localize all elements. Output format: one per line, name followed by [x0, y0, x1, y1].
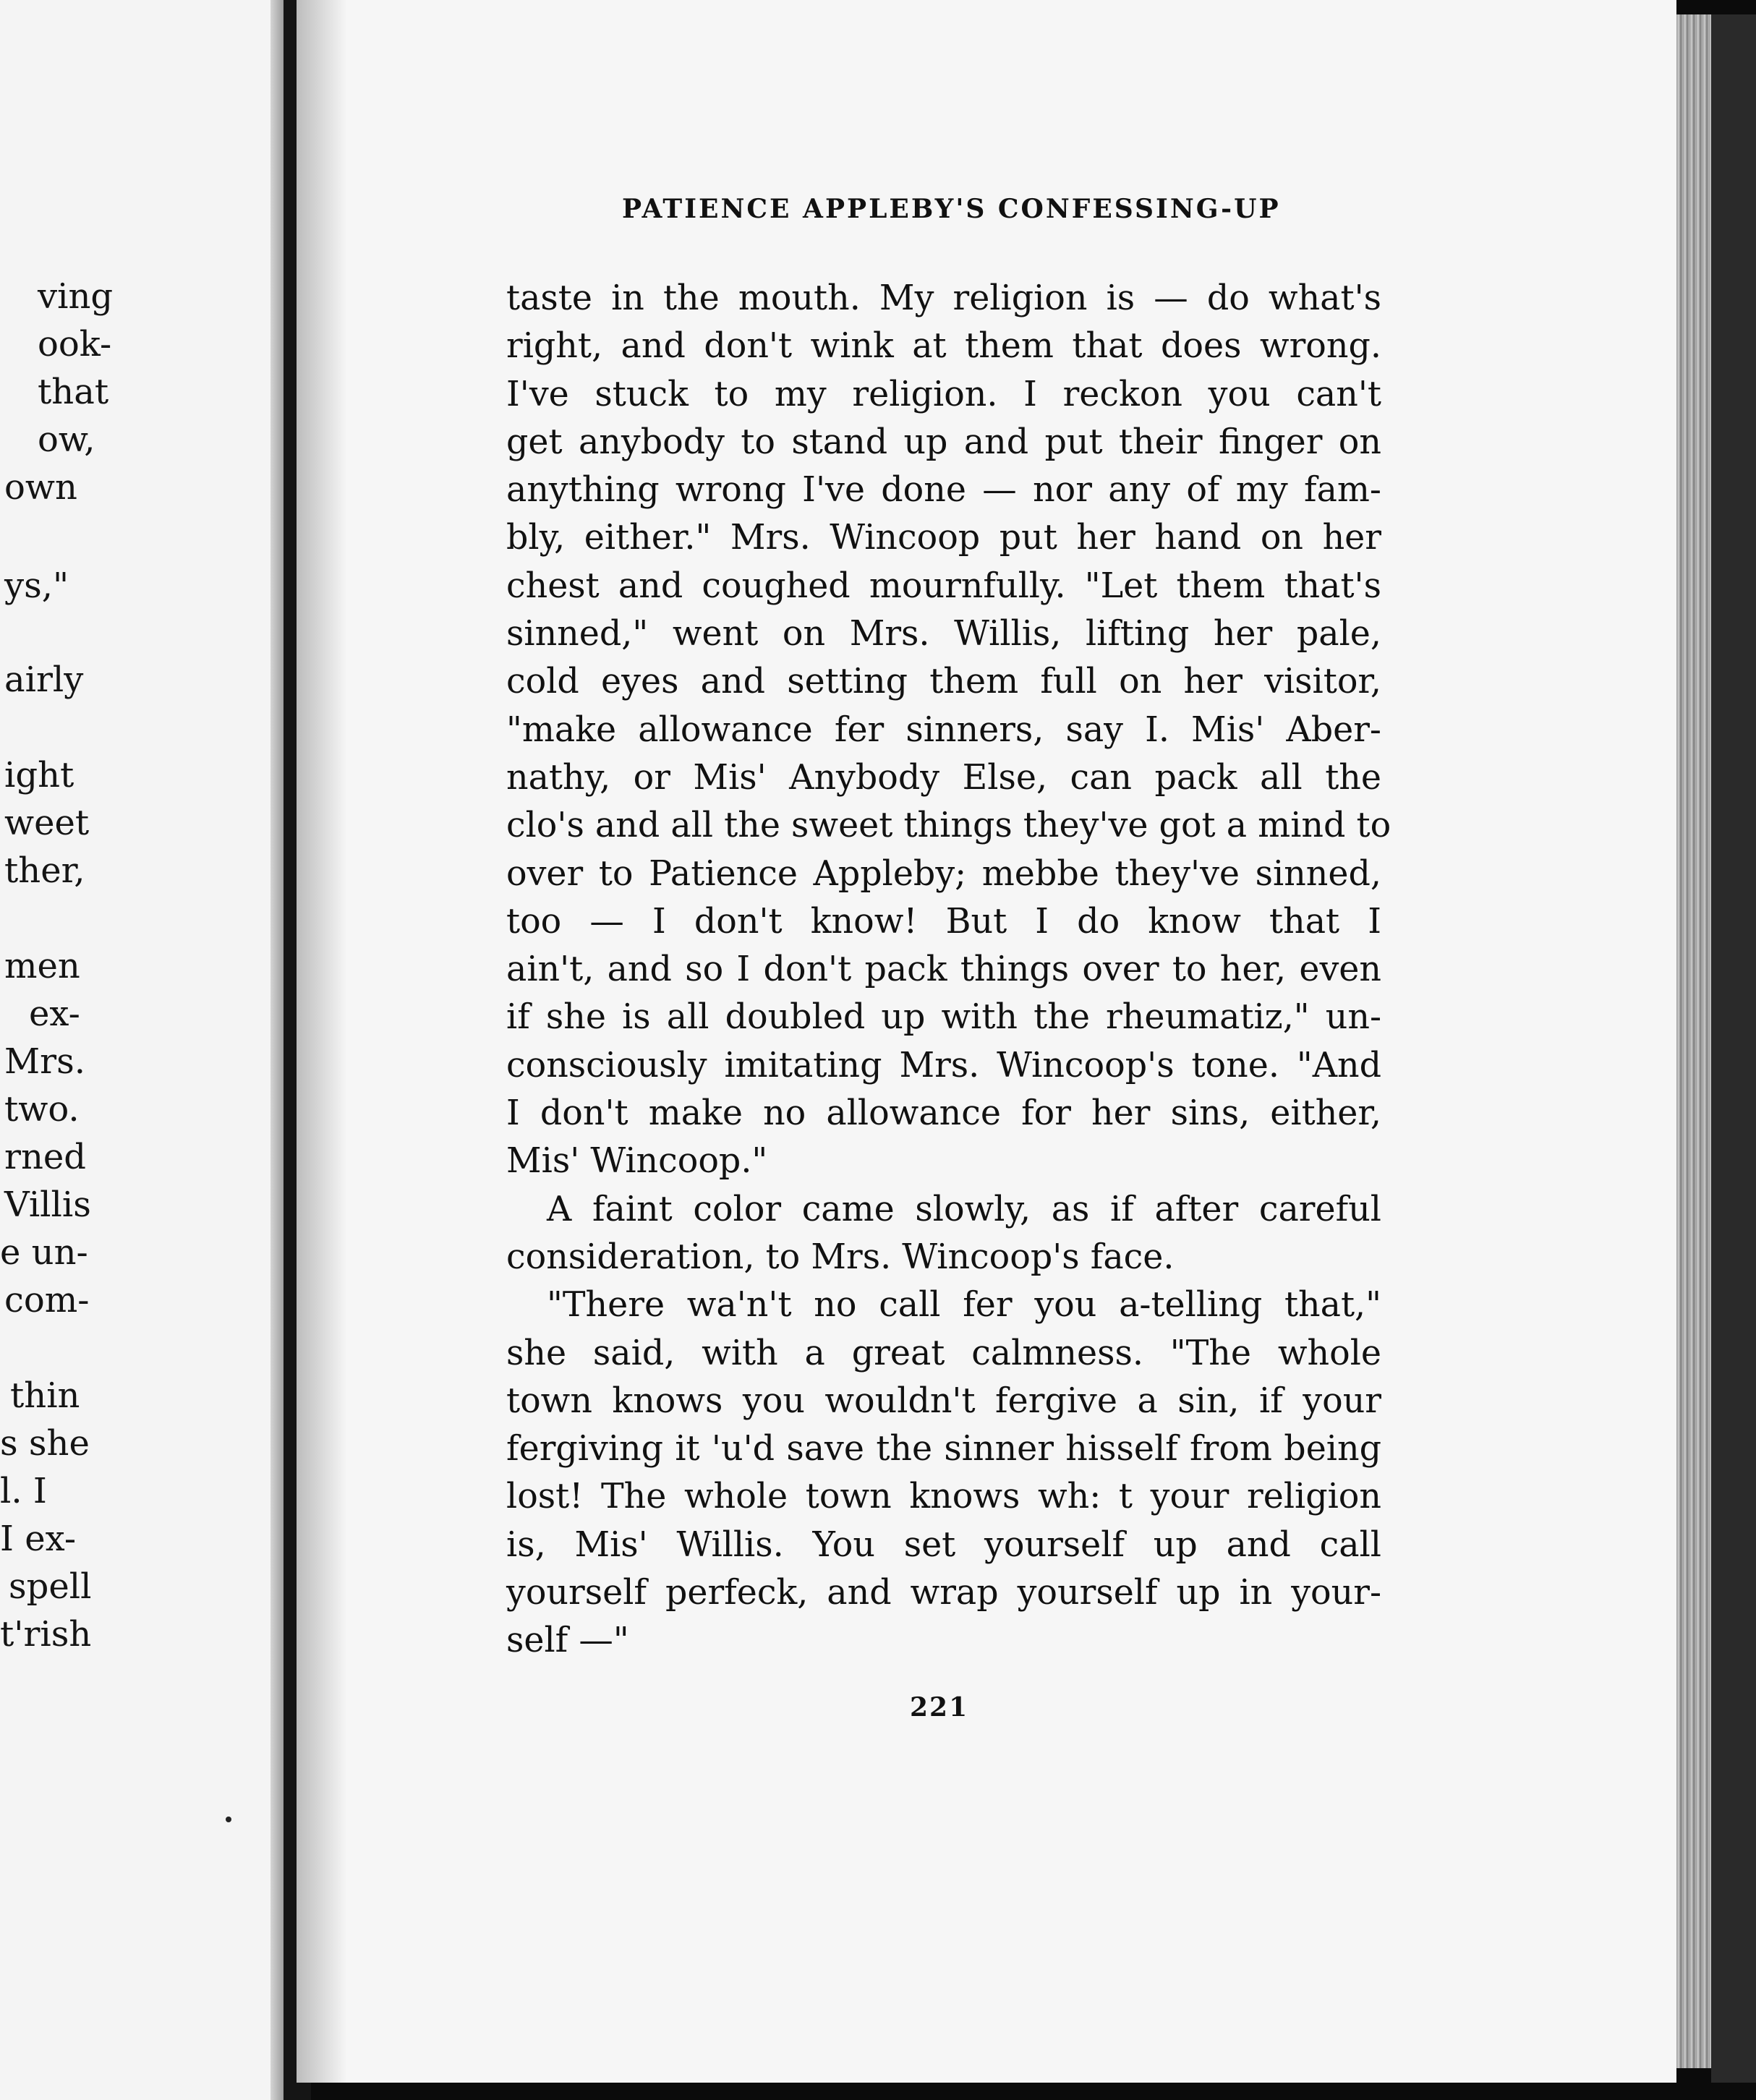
- text-line: "make allowance fer sinners, say I. Mis' Aber-: [506, 709, 1381, 750]
- paragraph-start-line: "There wa'n't no call fer you a-telling that,": [547, 1285, 1381, 1326]
- left-page-text: [0, 0, 284, 2100]
- ink-speck: [226, 1817, 231, 1822]
- left-fragment: that: [38, 372, 109, 412]
- left-fragment: airly: [4, 660, 84, 700]
- left-fragment: own: [4, 467, 77, 508]
- left-fragment: s she: [0, 1423, 90, 1464]
- text-line: nathy, or Mis' Anybody Else, can pack all the: [506, 757, 1381, 798]
- text-line: self —": [506, 1621, 629, 1661]
- text-line: cold eyes and setting them full on her visitor,: [506, 662, 1381, 702]
- left-fragment: e un-: [0, 1232, 88, 1273]
- text-line: fergiving it 'u'd save the sinner hisself from being: [506, 1429, 1381, 1469]
- left-fragment: weet: [4, 803, 90, 843]
- running-head: PATIENCE APPLEBY'S CONFESSING-UP: [622, 194, 1281, 224]
- text-line: over to Patience Appleby; mebbe they've sinned,: [506, 853, 1381, 894]
- text-line: I've stuck to my religion. I reckon you can't: [506, 374, 1381, 414]
- text-line: consciously imitating Mrs. Wincoop's tone. "And: [506, 1045, 1381, 1085]
- left-fragment: t'rish: [0, 1614, 92, 1655]
- left-fragment: ther,: [4, 850, 85, 891]
- text-line: sinned," went on Mrs. Willis, lifting her pale,: [506, 614, 1381, 654]
- text-line: yourself perfeck, and wrap yourself up in your-: [506, 1573, 1381, 1613]
- text-line: is, Mis' Willis. You set yourself up and call: [506, 1524, 1381, 1565]
- left-fragment: ys,": [4, 565, 69, 606]
- text-line: Mis' Wincoop.": [506, 1141, 768, 1182]
- body-text: [506, 275, 1391, 1665]
- left-fragment: spell: [9, 1566, 92, 1607]
- paragraph-start-line: A faint color came slowly, as if after careful: [547, 1189, 1381, 1229]
- text-line: lost! The whole town knows wh: t your religion: [506, 1477, 1381, 1517]
- left-fragment: com-: [4, 1280, 90, 1320]
- left-page: [0, 0, 284, 2100]
- left-fragment: ow,: [38, 419, 95, 460]
- text-line: taste in the mouth. My religion is — do what's: [506, 278, 1381, 318]
- left-fragment: ex-: [29, 994, 80, 1034]
- left-fragment: ook-: [38, 324, 112, 364]
- left-fragment: I ex-: [0, 1519, 77, 1559]
- left-fragment: Villis: [4, 1185, 91, 1225]
- text-line: bly, either." Mrs. Wincoop put her hand on her: [506, 518, 1381, 558]
- text-line: too — I don't know! But I do know that I: [506, 901, 1381, 942]
- left-fragment: rned: [4, 1137, 86, 1177]
- left-fragment: men: [4, 946, 80, 986]
- left-fragment: l. I: [0, 1471, 47, 1511]
- text-line: right, and don't wink at them that does wrong.: [506, 326, 1381, 367]
- text-line: chest and coughed mournfully. "Let them that's: [506, 565, 1381, 606]
- left-fragment: two.: [4, 1089, 80, 1130]
- text-line: get anybody to stand up and put their finger on: [506, 422, 1381, 462]
- text-line: town knows you wouldn't fergive a sin, if your: [506, 1380, 1381, 1421]
- left-fragment: ight: [4, 755, 74, 795]
- page-edges-shadow: [1711, 14, 1756, 2083]
- left-fragment: ving: [38, 276, 114, 317]
- page-number: 221: [910, 1692, 969, 1723]
- text-line: I don't make no allowance for her sins, either,: [506, 1093, 1381, 1134]
- left-fragment: Mrs.: [4, 1041, 85, 1082]
- text-line: clo's and all the sweet things they've got a mind to: [506, 806, 1391, 846]
- text-line: she said, with a great calmness. "The whole: [506, 1333, 1381, 1373]
- text-line: consideration, to Mrs. Wincoop's face.: [506, 1237, 1175, 1277]
- text-line: if she is all doubled up with the rheumatiz," un-: [506, 997, 1381, 1038]
- text-line: anything wrong I've done — nor any of my fam-: [506, 470, 1381, 511]
- left-fragment: thin: [10, 1375, 80, 1416]
- text-line: ain't, and so I don't pack things over to her, even: [506, 949, 1381, 990]
